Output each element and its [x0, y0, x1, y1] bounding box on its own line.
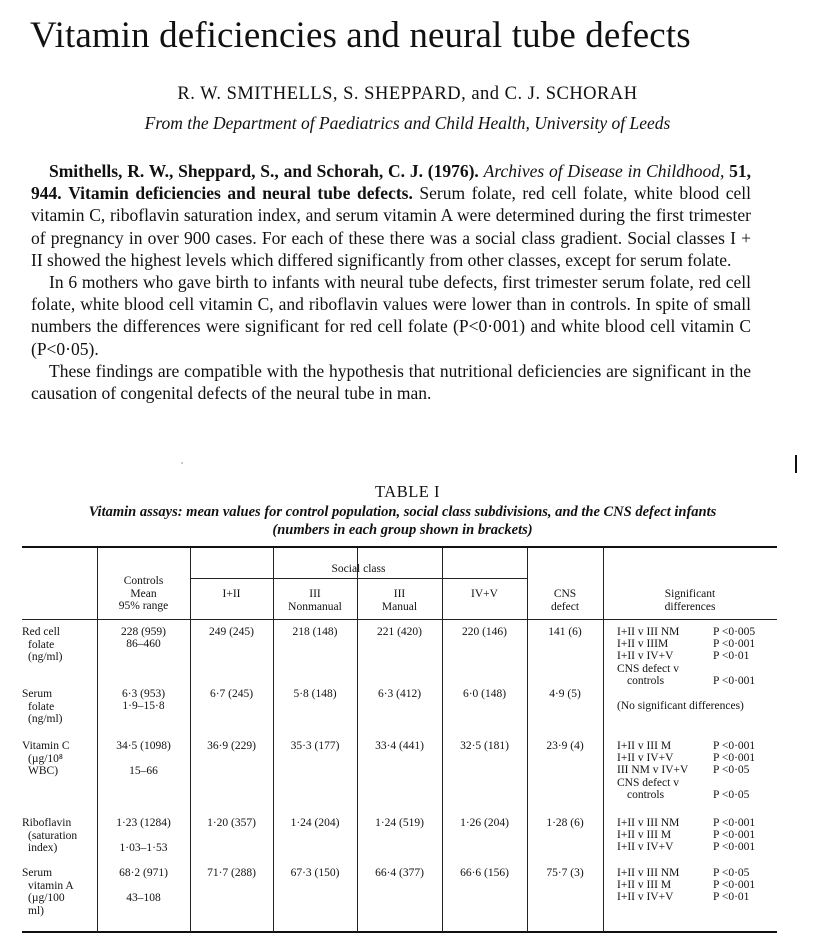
row-label-line: (ng/ml)	[28, 651, 63, 663]
significance-line	[617, 891, 777, 903]
header-line: III	[393, 588, 406, 600]
row-label-line: (saturation	[28, 829, 78, 842]
significance-comparison: I+II v IV+V	[617, 650, 674, 663]
cell-cns: 4·9 (5)	[549, 688, 581, 700]
significance-p-value: P <0·005	[713, 626, 756, 638]
row-label-line: folate	[28, 638, 55, 651]
row-label	[22, 867, 74, 917]
significance-p-value: P <0·001	[713, 829, 756, 842]
cell-sc3: 33·4 (441)	[375, 740, 424, 752]
cell-cns: 141 (6)	[548, 626, 582, 638]
table-bottom-rule	[22, 931, 777, 933]
abstract-paragraph-2: In 6 mothers who gave birth to infants with neural tube defects, first trimester serum folate, red cell folate, white blood cell vitamin C, and riboflavin values were lower than in controls. In spite of small numbers the differences were significant for red cell folate (P<0·001) and white blood cell vitamin C (P<0·05).	[31, 272, 751, 359]
cell-sc1: 71·7 (288)	[207, 867, 256, 879]
significance-comparison: I+II v III M	[617, 879, 672, 892]
header-line: CNS	[553, 588, 577, 600]
cell-sc1: 6·7 (245)	[209, 688, 254, 700]
cell-controls-range: 1·03–1·53	[119, 842, 168, 854]
cell-sc2: 5·8 (148)	[293, 688, 337, 700]
row-label-line: Serum	[22, 867, 53, 879]
significance-comparison: I+II v III M	[617, 740, 672, 752]
cell-sc4: 1·26 (204)	[460, 817, 509, 829]
significance-line	[617, 638, 777, 650]
significance-line	[617, 817, 777, 829]
cell-sc3: 221 (420)	[376, 626, 423, 638]
table-title: TABLE I	[375, 482, 440, 501]
row-label	[22, 817, 77, 855]
cell-sc1: 1·20 (357)	[207, 817, 256, 829]
cell-sc4: 6·0 (148)	[462, 688, 507, 700]
significance-p-value: P <0·001	[713, 638, 756, 651]
significance-comparison: CNS defect v	[617, 776, 679, 789]
significance-line	[617, 867, 777, 879]
header-controls-line: 95% range	[118, 600, 169, 612]
significance-line	[617, 650, 777, 662]
significance-p-value: P <0·01	[713, 891, 750, 904]
row-label-line: Vitamin C	[22, 740, 70, 752]
cell-significance	[617, 626, 777, 687]
row-label	[22, 688, 63, 726]
significance-line	[617, 740, 777, 752]
header-line: Nonmanual	[288, 600, 342, 613]
cell-controls-mean: 68·2 (971)	[119, 867, 168, 879]
significance-comparison: controls	[627, 674, 665, 687]
cell-controls-mean: 228 (959)	[120, 626, 167, 638]
significance-comparison: I+II v IV+V	[617, 891, 674, 904]
cell-sc2: 67·3 (150)	[290, 867, 340, 879]
cell-sc3: 66·4 (377)	[375, 867, 424, 879]
significance-comparison: I+II v III NM	[617, 867, 680, 879]
row-label-line: WBC)	[28, 765, 59, 777]
header-class-3-manual	[357, 588, 442, 613]
table-caption-line-2: (numbers in each group shown in brackets)	[272, 522, 533, 538]
abstract-paragraph-3: These findings are compatible with the hypothesis that nutritional deficiencies are significant in the causation of congenital defects of the neural tube in man.	[31, 360, 751, 404]
row-label-line: index)	[28, 842, 58, 854]
text-cursor	[795, 455, 797, 473]
significance-line	[617, 675, 777, 687]
cell-significance	[617, 817, 777, 854]
significance-p-value: P <0·05	[713, 788, 750, 801]
cell-sc3: 6·3 (412)	[377, 688, 422, 700]
cell-sc2: 1·24 (204)	[290, 817, 340, 829]
row-label-line: (ng/ml)	[28, 713, 63, 725]
cell-controls-mean: 1·23 (1284)	[116, 817, 171, 829]
author-list: R. W. SMITHELLS, S. SHEPPARD, and C. J. SCHORAH	[177, 84, 638, 104]
row-label-line: Red cell	[22, 626, 60, 638]
table-caption-line-1: Vitamin assays: mean values for control population, social class subdivisions, and the CNS defect infants	[88, 504, 717, 520]
significance-p-value: P <0·001	[713, 740, 756, 752]
header-class-4-5	[442, 588, 527, 601]
cell-controls-range: 86–460	[126, 638, 161, 650]
abstract-text-1: Serum folate, red cell folate, white blood cell vitamin C, riboflavin saturation index, and serum vitamin A were determined during the first trimester of pregnancy in over 900 cases. For each of these there was a social class gradient. Social classes I + II showed the highest levels which differed significantly from other classes, except for serum folate.	[31, 183, 752, 270]
table-caption	[15, 503, 790, 539]
cell-sc1: 249 (245)	[208, 626, 255, 638]
significance-comparison: I+II v III NM	[617, 626, 680, 638]
significance-line	[617, 752, 777, 764]
header-class-1-2	[190, 588, 273, 601]
scan-speck	[181, 462, 183, 464]
header-line: III	[309, 588, 321, 600]
significance-p-value: P <0·001	[713, 752, 756, 765]
header-rule	[22, 619, 777, 620]
significance-comparison: I+II v III M	[617, 829, 672, 842]
row-label-line: (µg/10⁸	[28, 752, 63, 765]
cell-sc4: 32·5 (181)	[460, 740, 509, 752]
row-label	[22, 626, 63, 664]
header-social-class: Social class	[331, 563, 386, 575]
row-label-line: (µg/100	[28, 892, 65, 904]
header-line: I+II	[222, 588, 241, 600]
cell-cns: 75·7 (3)	[546, 867, 584, 879]
cell-sc4: 220 (146)	[461, 626, 508, 638]
abstract	[31, 160, 751, 404]
citation-volume: 51, 944.	[31, 161, 752, 204]
significance-line	[617, 764, 777, 776]
row-label-line: Serum	[22, 688, 53, 700]
significance-line	[617, 879, 777, 891]
affiliation: From the Department of Paediatrics and Child Health, University of Leeds	[144, 113, 671, 133]
header-line: Manual	[381, 600, 418, 613]
cell-sc3: 1·24 (519)	[375, 817, 424, 829]
cell-significance	[617, 740, 777, 801]
significance-p-value: P <0·05	[713, 867, 750, 879]
citation-title: Vitamin deficiencies and neural tube defects.	[68, 183, 413, 204]
row-label-line: folate	[28, 700, 55, 713]
significance-p-value: P <0·001	[713, 817, 756, 829]
header-controls	[97, 575, 190, 613]
significance-p-value: P <0·001	[713, 879, 756, 892]
significance-comparison: CNS defect v	[617, 662, 679, 675]
header-significant-differences	[603, 588, 777, 613]
cell-cns: 1·28 (6)	[546, 817, 584, 829]
table-top-rule	[22, 546, 777, 548]
citation-authors: Smithells, R. W., Sheppard, S., and Schorah, C. J. (1976).	[49, 161, 479, 181]
cell-sc1: 36·9 (229)	[207, 740, 256, 752]
header-line: Significant	[664, 588, 716, 600]
cell-controls-mean: 6·3 (953)	[121, 688, 166, 700]
significance-comparison: I+II v IV+V	[617, 841, 674, 854]
abstract-paragraph-1	[31, 160, 751, 271]
header-class-3-nonmanual	[273, 588, 357, 613]
header-line: defect	[550, 600, 580, 613]
cell-sc4: 66·6 (156)	[460, 867, 509, 879]
significance-line	[617, 777, 777, 789]
cell-significance-note: (No significant differences)	[617, 700, 744, 712]
cell-controls-mean: 34·5 (1098)	[116, 740, 171, 752]
row-label-line: Riboflavin	[22, 817, 72, 829]
cell-cns: 23·9 (4)	[546, 740, 584, 752]
header-cns-defect	[527, 588, 603, 613]
cell-sc2: 218 (148)	[292, 626, 338, 638]
citation-journal: Archives of Disease in Childhood,	[483, 161, 725, 181]
significance-comparison: I+II v IV+V	[617, 752, 674, 765]
cell-controls-range: 43–108	[126, 892, 161, 904]
article-title: Vitamin deficiencies and neural tube defects	[30, 15, 691, 56]
significance-line	[617, 663, 777, 675]
significance-p-value: P <0·001	[713, 841, 756, 854]
cell-sc2: 35·3 (177)	[290, 740, 340, 752]
header-line: IV+V	[471, 588, 498, 600]
significance-comparison: III NM v IV+V	[617, 764, 689, 777]
row-label	[22, 740, 70, 778]
significance-line	[617, 789, 777, 801]
significance-line	[617, 626, 777, 638]
header-controls-line: Controls	[123, 575, 164, 587]
row-label-line: ml)	[28, 904, 44, 917]
significance-p-value: P <0·01	[713, 650, 750, 663]
significance-p-value: P <0·05	[713, 764, 750, 777]
significance-comparison: I+II v III NM	[617, 817, 680, 829]
significance-line	[617, 829, 777, 841]
row-label-line: vitamin A	[28, 879, 74, 892]
cell-significance	[617, 867, 777, 904]
significance-p-value: P <0·001	[713, 674, 756, 687]
cell-controls-range: 15–66	[129, 765, 158, 777]
header-controls-line: Mean	[130, 587, 157, 600]
significance-line	[617, 841, 777, 853]
cell-controls-range: 1·9–15·8	[122, 700, 165, 712]
significance-comparison: controls	[627, 788, 665, 801]
significance-comparison: I+II v IIIM	[617, 638, 669, 651]
header-line: differences	[664, 600, 716, 613]
social-class-rule	[190, 578, 527, 579]
